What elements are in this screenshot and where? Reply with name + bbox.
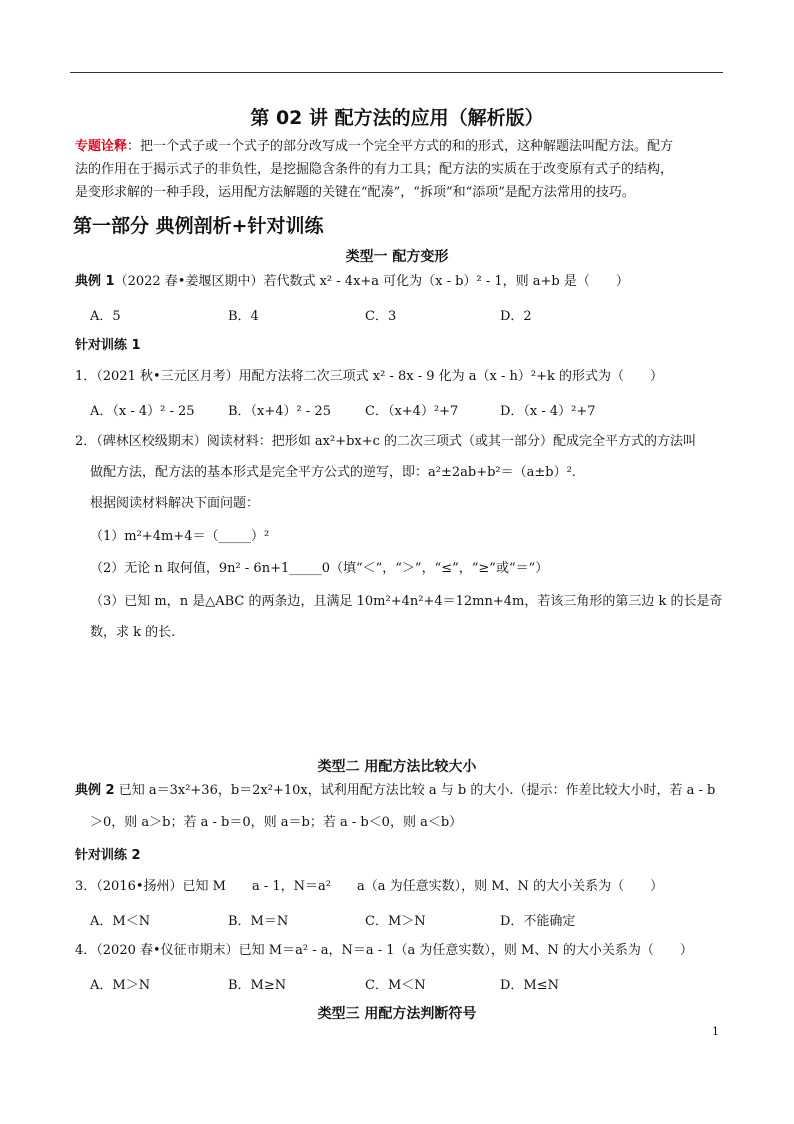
q3-option-b: B．M＝N <box>228 914 289 929</box>
intro-line-1: 专题诠释：把一个式子或一个式子的部分改写成一个完全平方式的和的形式，这种解题法叫配方法。配方 <box>75 139 674 154</box>
question-1: 1．（2021 秋•三元区月考）用配方法将二次三项式 x² - 8x - 9 化为 a（x - h）²+k 的形式为（ ） <box>75 369 664 384</box>
q4-option-b: B．M≥N <box>228 978 287 993</box>
intro-line-2: 法的作用在于揭示式子的非负性，是挖掘隐含条件的有力工具；配方法的实质在于改变原有式子的结构， <box>75 162 674 177</box>
q4-option-d: D．M≤N <box>500 978 560 993</box>
q1-option-d: D．（x - 4）²+7 <box>500 404 596 419</box>
q1-option-a: A．（x - 4）² - 25 <box>90 404 195 419</box>
type2-heading: 类型二 用配方法比较大小 <box>317 759 477 775</box>
q3-option-a: A．M＜N <box>90 914 151 929</box>
type1-heading: 类型一 配方变形 <box>345 249 449 265</box>
question-2-line-3: 根据阅读材料解决下面问题： <box>90 496 260 511</box>
part-heading: 第一部分 典例剖析+针对训练 <box>73 215 324 237</box>
question-2-part-1: （1）m²+4m+4＝（_____）² <box>90 529 270 544</box>
q4-option-a: A．M＞N <box>90 978 151 993</box>
ex1-option-c: C．3 <box>365 309 397 324</box>
ex1-option-a: A．5 <box>90 309 121 324</box>
q1-option-b: B．（x+4）² - 25 <box>228 404 331 419</box>
q3-option-d: D．不能确定 <box>500 914 576 929</box>
question-2-part-2: （2）无论 n 取何值，9n² - 6n+1_____0（填“＜”，“＞”，“≤”，“≥”或“＝”） <box>90 561 549 576</box>
intro-label: 专题诠释 <box>75 139 128 154</box>
page-number: 1 <box>712 1025 719 1038</box>
example-1: 典例 1（2022 春•姜堰区期中）若代数式 x² - 4x+a 可化为（x - b）² - 1，则 a+b 是（ ） <box>75 274 629 289</box>
training-2-label: 针对训练 2 <box>75 848 141 863</box>
example-2-line-2: ＞0，则 a＞b；若 a - b＝0，则 a＝b；若 a - b＜0，则 a＜b） <box>90 815 463 830</box>
page-title: 第 02 讲 配方法的应用（解析版） <box>250 107 544 129</box>
q3-option-c: C．M＞N <box>365 914 426 929</box>
question-4: 4．（2020 春•仪征市期末）已知 M＝a² - a，N＝a - 1（a 为任意实数），则 M、N 的大小关系为（ ） <box>75 943 693 958</box>
type3-heading: 类型三 用配方法判断符号 <box>317 1006 477 1022</box>
question-2-line-1: 2．（碑林区校级期末）阅读材料：把形如 ax²+bx+c 的二次三项式（或其一部分）配成完全平方式的方法叫 <box>75 434 697 449</box>
example-2-line-1: 典例 2 已知 a＝3x²+36，b＝2x²+10x，试利用配方法比较 a 与 b 的大小.（提示：作差比较大小时，若 a - b <box>75 783 716 798</box>
question-3: 3．（2016•扬州）已知 M a - 1，N＝a² a（a 为任意实数），则 M、N 的大小关系为（ ） <box>75 879 664 894</box>
ex1-option-d: D．2 <box>500 309 532 324</box>
question-2-part-3-b: 数，求 k 的长. <box>90 625 176 640</box>
q1-option-c: C．（x+4）²+7 <box>365 404 459 419</box>
question-2-line-2: 做配方法，配方法的基本形式是完全平方公式的逆写，即：a²±2ab+b²＝（a±b）². <box>90 465 576 480</box>
training-1-label: 针对训练 1 <box>75 338 141 353</box>
question-2-part-3-a: （3）已知 m，n 是△ABC 的两条边，且满足 10m²+4n²+4＝12mn+4m，若该三角形的第三边 k 的长是奇 <box>90 594 723 609</box>
header-rule <box>70 72 723 73</box>
intro-line-3: 是变形求解的一种手段，运用配方法解题的关键在“配凑”，“拆项”和“添项”是配方法常用的技巧。 <box>75 185 635 200</box>
q4-option-c: C．M＜N <box>365 978 426 993</box>
ex1-option-b: B．4 <box>228 309 259 324</box>
